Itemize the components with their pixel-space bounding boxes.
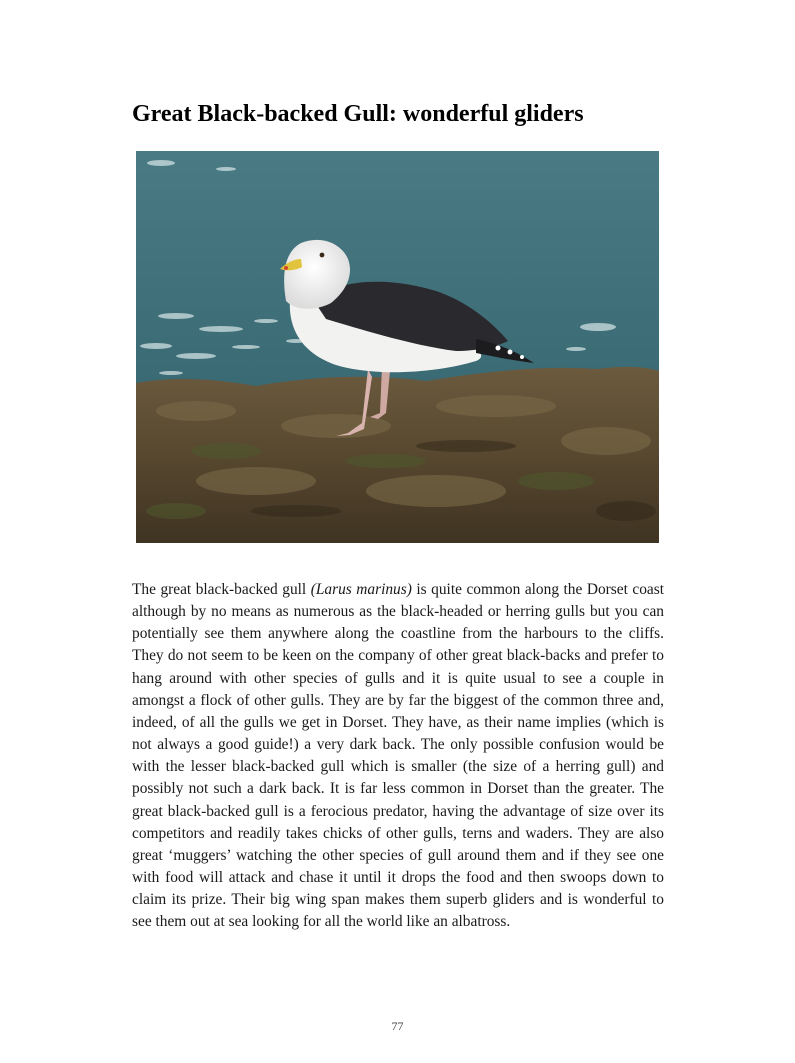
latin-name: (Larus marinus) (310, 581, 412, 598)
article-body (132, 579, 664, 934)
article-main-text: is quite common along the Dorset coast although by no means as numerous as the black-headed or herring gulls but you can potentially see them anywhere along the coastline from the harbours to the cliffs. They do not seem to be keen on the company of other great black-backs and prefer to hang around with other species of gulls and it is quite usual to see a couple in amongst a flock of other gulls. They are by far the biggest of the common three and, indeed, of all the gulls we get in Dorset. They have, as their name implies (which is not always a good guide!) a very dark back. The only possible confusion would be with the lesser black-backed gull which is smaller (the size of a herring gull) and possibly not such a dark back. It is far less common in Dorset than the greater. The great black-backed gull is a ferocious predator, having the advantage of size over its competitors and readily takes chicks of other gulls, terns and waders. They are also great ‘muggers’ watching the other species of gull around them and if they see one with food will attack and chase it until it drops the food and then swoops down to claim its prize. Their big wing span makes them superb gliders and is wonderful to see them out at sea looking for all the world like an albatross. (132, 581, 665, 931)
gull-photo (136, 151, 659, 543)
page-number: 77 (391, 1019, 404, 1033)
page-title: Great Black-backed Gull: wonderful gliders (132, 101, 584, 127)
article-intro: The great black-backed gull (132, 581, 311, 598)
